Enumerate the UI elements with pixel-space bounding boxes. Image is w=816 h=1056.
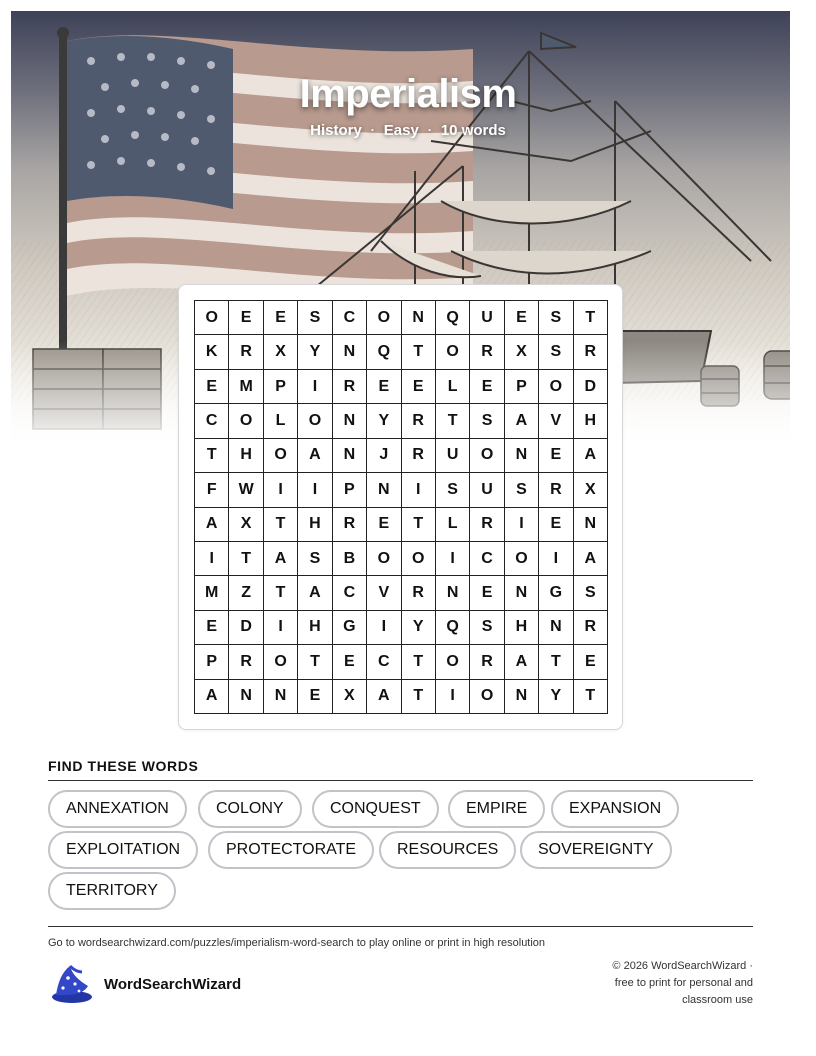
- grid-cell[interactable]: S: [470, 404, 504, 438]
- grid-cell[interactable]: T: [574, 680, 608, 714]
- grid-cell[interactable]: N: [505, 680, 539, 714]
- grid-cell[interactable]: N: [505, 439, 539, 473]
- grid-cell[interactable]: U: [470, 473, 504, 507]
- grid-cell[interactable]: E: [402, 370, 436, 404]
- grid-cell[interactable]: O: [264, 439, 298, 473]
- grid-cell[interactable]: R: [229, 335, 263, 369]
- grid-cell[interactable]: E: [264, 301, 298, 335]
- grid-cell[interactable]: R: [470, 508, 504, 542]
- grid-cell[interactable]: N: [539, 611, 573, 645]
- grid-cell[interactable]: O: [470, 680, 504, 714]
- play-online-link[interactable]: Go to wordsearchwizard.com/puzzles/imperialism-word-search to play online or print in high resolution: [48, 937, 546, 949]
- grid-cell[interactable]: U: [436, 439, 470, 473]
- grid-cell[interactable]: N: [574, 508, 608, 542]
- grid-cell[interactable]: A: [367, 680, 401, 714]
- word-count-label: 10 words: [440, 122, 506, 139]
- grid-cell[interactable]: H: [574, 404, 608, 438]
- grid-cell[interactable]: N: [505, 576, 539, 610]
- grid-cell[interactable]: N: [229, 680, 263, 714]
- grid-cell[interactable]: O: [505, 542, 539, 576]
- grid-cell[interactable]: T: [298, 645, 332, 679]
- grid-cell[interactable]: L: [264, 404, 298, 438]
- grid-cell[interactable]: T: [539, 645, 573, 679]
- grid-cell[interactable]: A: [574, 542, 608, 576]
- grid-cell[interactable]: O: [298, 404, 332, 438]
- grid-cell[interactable]: T: [402, 335, 436, 369]
- grid-cell[interactable]: S: [539, 301, 573, 335]
- grid-cell[interactable]: N: [436, 576, 470, 610]
- grid-cell[interactable]: O: [367, 542, 401, 576]
- grid-cell[interactable]: H: [229, 439, 263, 473]
- grid-cell[interactable]: O: [436, 335, 470, 369]
- copyright-line: free to print for personal and: [614, 977, 753, 989]
- grid-cell[interactable]: E: [470, 576, 504, 610]
- grid-cell[interactable]: R: [574, 335, 608, 369]
- grid-cell[interactable]: E: [367, 508, 401, 542]
- grid-cell[interactable]: O: [264, 645, 298, 679]
- word-item: SOVEREIGNTY: [520, 831, 672, 869]
- grid-cell[interactable]: C: [195, 404, 229, 438]
- word-item: CONQUEST: [312, 790, 439, 828]
- grid-cell[interactable]: O: [367, 301, 401, 335]
- grid-cell[interactable]: Q: [436, 611, 470, 645]
- meta-separator: ·: [427, 123, 432, 137]
- grid-cell[interactable]: A: [298, 439, 332, 473]
- grid-cell[interactable]: B: [333, 542, 367, 576]
- grid-cell[interactable]: I: [505, 508, 539, 542]
- grid-cell[interactable]: I: [539, 542, 573, 576]
- grid-cell[interactable]: S: [298, 542, 332, 576]
- grid-cell[interactable]: N: [264, 680, 298, 714]
- grid-cell[interactable]: E: [367, 370, 401, 404]
- grid-cell[interactable]: E: [333, 645, 367, 679]
- grid-cell[interactable]: P: [333, 473, 367, 507]
- grid-cell[interactable]: E: [298, 680, 332, 714]
- grid-cell[interactable]: E: [229, 301, 263, 335]
- grid-cell[interactable]: L: [436, 508, 470, 542]
- grid-cell[interactable]: N: [333, 335, 367, 369]
- copyright-line: © 2026 WordSearchWizard ·: [612, 960, 753, 972]
- word-list-heading: FIND THESE WORDS: [48, 758, 199, 774]
- word-item: RESOURCES: [379, 831, 516, 869]
- grid-cell[interactable]: T: [264, 508, 298, 542]
- grid-cell[interactable]: T: [402, 680, 436, 714]
- difficulty-label: Easy: [383, 122, 419, 139]
- grid-cell[interactable]: I: [298, 370, 332, 404]
- word-item: EMPIRE: [448, 790, 545, 828]
- grid-cell[interactable]: R: [402, 576, 436, 610]
- grid-cell[interactable]: O: [539, 370, 573, 404]
- grid-cell[interactable]: R: [333, 370, 367, 404]
- grid-cell[interactable]: O: [195, 301, 229, 335]
- letter-grid[interactable]: [194, 300, 608, 714]
- grid-cell[interactable]: F: [195, 473, 229, 507]
- meta-separator: ·: [370, 123, 375, 137]
- grid-cell[interactable]: P: [505, 370, 539, 404]
- grid-cell[interactable]: O: [436, 645, 470, 679]
- grid-cell[interactable]: R: [539, 473, 573, 507]
- word-item: TERRITORY: [48, 872, 176, 910]
- grid-cell[interactable]: R: [574, 611, 608, 645]
- grid-cell[interactable]: E: [195, 370, 229, 404]
- grid-cell[interactable]: G: [333, 611, 367, 645]
- grid-cell[interactable]: I: [402, 473, 436, 507]
- grid-cell[interactable]: E: [539, 508, 573, 542]
- grid-cell[interactable]: P: [195, 645, 229, 679]
- grid-cell[interactable]: T: [402, 508, 436, 542]
- grid-cell[interactable]: X: [574, 473, 608, 507]
- grid-cell[interactable]: N: [367, 473, 401, 507]
- grid-cell[interactable]: L: [436, 370, 470, 404]
- grid-cell[interactable]: X: [264, 335, 298, 369]
- word-item: EXPANSION: [551, 790, 679, 828]
- grid-cell[interactable]: H: [505, 611, 539, 645]
- word-item: PROTECTORATE: [208, 831, 374, 869]
- grid-cell[interactable]: E: [470, 370, 504, 404]
- grid-cell[interactable]: I: [195, 542, 229, 576]
- grid-cell[interactable]: E: [539, 439, 573, 473]
- grid-cell[interactable]: X: [229, 508, 263, 542]
- copyright-notice: [573, 958, 753, 1009]
- grid-cell[interactable]: Y: [367, 404, 401, 438]
- grid-cell[interactable]: O: [402, 542, 436, 576]
- grid-cell[interactable]: A: [264, 542, 298, 576]
- puzzle-meta: [0, 122, 816, 139]
- grid-cell[interactable]: C: [333, 301, 367, 335]
- grid-cell[interactable]: G: [539, 576, 573, 610]
- grid-cell[interactable]: S: [539, 335, 573, 369]
- grid-cell[interactable]: M: [195, 576, 229, 610]
- grid-cell[interactable]: H: [298, 508, 332, 542]
- grid-cell[interactable]: Q: [436, 301, 470, 335]
- grid-cell[interactable]: R: [470, 645, 504, 679]
- grid-cell[interactable]: R: [402, 439, 436, 473]
- grid-cell[interactable]: K: [195, 335, 229, 369]
- grid-cell[interactable]: T: [264, 576, 298, 610]
- grid-cell[interactable]: M: [229, 370, 263, 404]
- grid-cell[interactable]: T: [195, 439, 229, 473]
- footer-divider: [48, 926, 753, 927]
- grid-cell[interactable]: S: [574, 576, 608, 610]
- wizard-hat-icon: [48, 964, 92, 1004]
- grid-cell[interactable]: I: [436, 542, 470, 576]
- grid-cell[interactable]: Q: [367, 335, 401, 369]
- grid-cell[interactable]: N: [402, 301, 436, 335]
- grid-cell[interactable]: S: [470, 611, 504, 645]
- grid-cell[interactable]: N: [333, 439, 367, 473]
- grid-cell[interactable]: D: [229, 611, 263, 645]
- grid-cell[interactable]: A: [298, 576, 332, 610]
- puzzle-title: Imperialism: [299, 72, 517, 116]
- grid-cell[interactable]: C: [333, 576, 367, 610]
- grid-cell[interactable]: O: [470, 439, 504, 473]
- grid-cell[interactable]: Z: [229, 576, 263, 610]
- grid-cell[interactable]: A: [505, 404, 539, 438]
- grid-cell[interactable]: A: [574, 439, 608, 473]
- grid-cell[interactable]: R: [229, 645, 263, 679]
- grid-cell[interactable]: T: [436, 404, 470, 438]
- brand[interactable]: [48, 964, 241, 1004]
- grid-cell[interactable]: V: [367, 576, 401, 610]
- grid-cell[interactable]: E: [195, 611, 229, 645]
- grid-cell[interactable]: A: [195, 680, 229, 714]
- grid-cell[interactable]: A: [505, 645, 539, 679]
- grid-cell[interactable]: S: [298, 301, 332, 335]
- grid-cell[interactable]: R: [470, 335, 504, 369]
- grid-cell[interactable]: Y: [539, 680, 573, 714]
- subject-label: History: [310, 122, 362, 139]
- brand-name: WordSearchWizard: [104, 975, 242, 993]
- grid-cell[interactable]: R: [402, 404, 436, 438]
- grid-cell[interactable]: Y: [298, 335, 332, 369]
- word-list-divider: [48, 780, 753, 781]
- grid-cell[interactable]: I: [436, 680, 470, 714]
- grid-cell[interactable]: R: [333, 508, 367, 542]
- grid-cell[interactable]: T: [402, 645, 436, 679]
- grid-cell[interactable]: I: [264, 473, 298, 507]
- grid-cell[interactable]: O: [229, 404, 263, 438]
- grid-cell[interactable]: E: [505, 301, 539, 335]
- grid-cell[interactable]: P: [264, 370, 298, 404]
- grid-cell[interactable]: S: [436, 473, 470, 507]
- grid-cell[interactable]: U: [470, 301, 504, 335]
- grid-cell[interactable]: H: [298, 611, 332, 645]
- word-item: ANNEXATION: [48, 790, 187, 828]
- grid-cell[interactable]: S: [505, 473, 539, 507]
- grid-cell[interactable]: I: [264, 611, 298, 645]
- grid-cell[interactable]: W: [229, 473, 263, 507]
- grid-cell[interactable]: I: [298, 473, 332, 507]
- grid-cell[interactable]: D: [574, 370, 608, 404]
- grid-cell[interactable]: C: [470, 542, 504, 576]
- word-item: COLONY: [198, 790, 302, 828]
- grid-cell[interactable]: C: [367, 645, 401, 679]
- copyright-line: classroom use: [682, 994, 753, 1006]
- grid-cell[interactable]: T: [229, 542, 263, 576]
- grid-cell[interactable]: Y: [402, 611, 436, 645]
- grid-cell[interactable]: V: [539, 404, 573, 438]
- grid-cell[interactable]: N: [333, 404, 367, 438]
- grid-cell[interactable]: I: [367, 611, 401, 645]
- grid-cell[interactable]: J: [367, 439, 401, 473]
- grid-cell[interactable]: E: [574, 645, 608, 679]
- grid-cell[interactable]: X: [333, 680, 367, 714]
- grid-cell[interactable]: T: [574, 301, 608, 335]
- grid-cell[interactable]: A: [195, 508, 229, 542]
- word-item: EXPLOITATION: [48, 831, 198, 869]
- grid-cell[interactable]: X: [505, 335, 539, 369]
- puzzle-grid-card: [178, 284, 623, 730]
